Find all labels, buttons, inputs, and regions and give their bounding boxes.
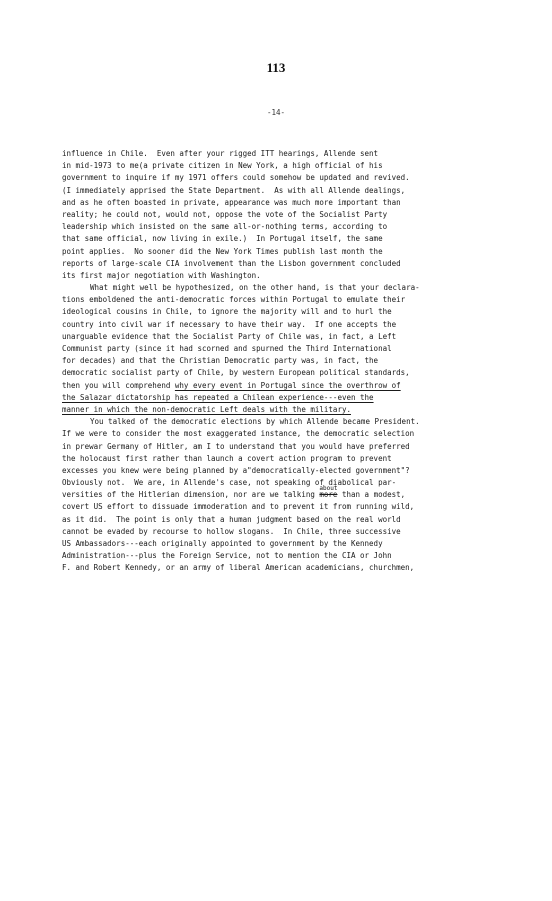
text-line: influence in Chile. Even after your rigged ITT hearings, Allende sent [62, 149, 379, 158]
text-line: What might well be hypothesized, on the other hand, is that your declara- [90, 283, 420, 293]
text-line: unarguable evidence that the Socialist Party of Chile was, in fact, a Left [62, 331, 397, 341]
underlined-text: why every event in Portugal since the overthrow of [174, 380, 401, 390]
text-line: leadership which insisted on the same all-or-nothing terms, according to [62, 222, 388, 232]
text-line: its first major negotiation with Washington. [62, 270, 261, 280]
text-line: Obviously not. We are, in Allende's case, not speaking of diabolical par- [62, 478, 397, 488]
text-line: that same official, now living in exile.) In Portugal itself, the same [62, 234, 383, 244]
text-line: reality; he could not, would not, oppose the vote of the Socialist Party [62, 209, 388, 219]
text-line: ideological cousins in Chile, to ignore the majority will and to hurl the [62, 307, 392, 317]
text-line: reports of large-scale CIA involvement than the Lisbon government concluded [62, 258, 401, 268]
text-line: You talked of the democratic elections by which Allende became President. [90, 417, 420, 427]
text-line: If we were to consider the most exaggerated instance, the democratic selection [62, 429, 415, 439]
text-line [62, 485, 502, 501]
text-line: in prewar Germany of Hitler, am I to understand that you would have preferred [62, 441, 410, 451]
underlined-text: manner in which the non-democratic Left deals with the military. [62, 404, 351, 414]
inserted-word: about [319, 485, 338, 493]
text-run: versities of the Hitlerian dimension, nor are we talking [62, 490, 320, 500]
text-line: country into civil war if necessary to have their way. If one accepts the [62, 319, 397, 329]
text-line: government to inquire if my 1971 offers could somehow be updated and revived. [62, 173, 410, 183]
text-line: covert US effort to dissuade immoderation and to prevent it from running wild, [62, 502, 415, 512]
text-line [62, 380, 502, 392]
page-subnumber: -14- [266, 108, 286, 117]
text-line: excesses you knew were being planned by a"democratically-elected government"? [62, 465, 410, 475]
text-run: than a modest, [337, 490, 406, 500]
struck-word: more [319, 490, 338, 500]
text-line: point applies. No sooner did the New York Times publish last month the [62, 246, 383, 256]
text-line [62, 392, 502, 404]
underlined-text: the Salazar dictatorship has repeated a Chilean experience---even the [62, 392, 374, 402]
text-line: (I immediately apprised the State Department. As with all Allende dealings, [62, 185, 406, 195]
page-number: 113 [266, 60, 286, 75]
text-line: democratic socialist party of Chile, by western European political standards, [62, 368, 410, 378]
text-line: US Ambassadors---each originally appointed to government by the Kennedy [62, 539, 383, 548]
text-line: and as he often boasted in private, appearance was much more important than [62, 197, 401, 207]
text-run: then you will comprehend [62, 380, 175, 390]
text-line: for decades) and that the Christian Democratic party was, in fact, the [62, 356, 379, 366]
text-line: tions emboldened the anti-democratic forces within Portugal to emulate their [62, 295, 406, 305]
text-line: Communist party (since it had scorned and spurned the Third International [62, 344, 392, 353]
text-line: the holocaust first rather than launch a covert action program to prevent [62, 453, 392, 463]
text-line: F. and Robert Kennedy, or an army of liberal American academicians, churchmen, [62, 563, 415, 573]
letter-body [62, 148, 502, 575]
text-line: Administration---plus the Foreign Service, not to mention the CIA or John [62, 551, 392, 561]
text-line: cannot be evaded by recourse to hollow slogans. In Chile, three successive [62, 526, 401, 536]
handwritten-correction [319, 485, 338, 501]
text-line [62, 404, 502, 416]
text-line: in mid-1973 to me(a private citizen in New York, a high official of his [62, 161, 383, 171]
text-line: as it did. The point is only that a human judgment based on the real world [62, 514, 401, 524]
